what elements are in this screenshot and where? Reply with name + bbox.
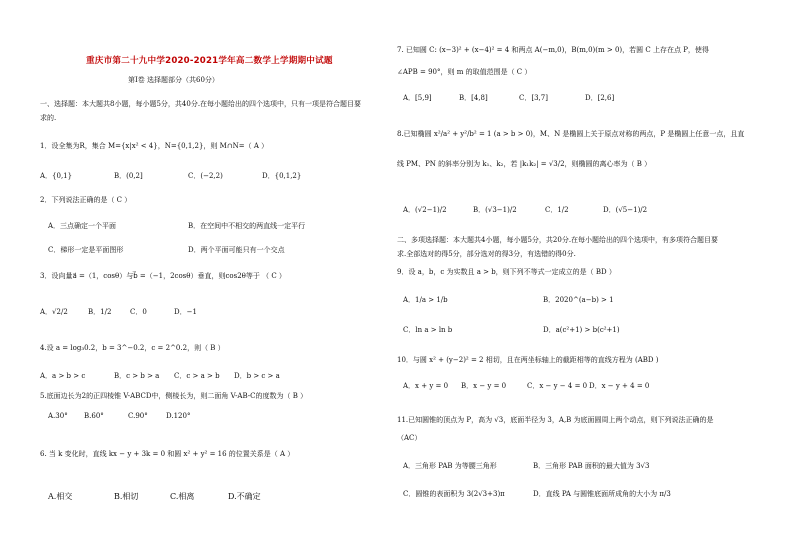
section1-header-cont: 求的. bbox=[40, 114, 57, 122]
q1-option-b: B．(0,2] bbox=[114, 172, 143, 180]
q2-option-a: A．三点确定一个平面 bbox=[48, 222, 117, 230]
q6-stem: 6. 当 k 变化时，直线 kx − y + 3k = 0 和圆 x² + y² = 16 的位置关系是（ A ） bbox=[40, 450, 295, 458]
q11-option-b: B．三角形 PAB 面积的最大值为 3√3 bbox=[533, 462, 650, 470]
q10-stem: 10．与圆 x² + (y−2)² = 2 相切，且在两坐标轴上的截距相等的直线方程为 (ABD ) bbox=[397, 356, 659, 364]
q7-option-b: B．[4,8] bbox=[459, 94, 488, 102]
q3-option-c: C．0 bbox=[130, 308, 147, 316]
q8-option-b: B．(√3−1)/2 bbox=[473, 206, 517, 214]
q3-stem: 3．设向量a⃗ =（1，cosθ）与b⃗ =（−1，2cosθ）垂直，则cos2θ等于 （ C ） bbox=[40, 272, 286, 280]
q4-option-c: C．c > a > b bbox=[174, 372, 220, 380]
section2-header-cont: 求.全部选对的得5分，部分选对的得3分，有选错的得0分. bbox=[397, 250, 576, 258]
q2-option-c: C．梯形一定是平面图形 bbox=[48, 246, 124, 254]
q3-option-a: A．√2/2 bbox=[40, 308, 68, 316]
q3-option-d: D．−1 bbox=[174, 308, 197, 316]
q9-option-a: A．1/a > 1/b bbox=[403, 296, 448, 304]
q1-option-a: A．{0,1} bbox=[40, 172, 73, 180]
q6-option-a: A.相交 bbox=[48, 492, 73, 501]
q4-stem: 4.设 a = log₃0.2，b = 3^−0.2，c = 2^0.2，则（ B ） bbox=[40, 344, 225, 352]
q6-option-b: B.相切 bbox=[114, 492, 139, 501]
q8-option-c: C．1/2 bbox=[545, 206, 569, 214]
q7-option-a: A．[5,9] bbox=[403, 94, 432, 102]
q7-option-c: C．[3,7] bbox=[519, 94, 548, 102]
q9-stem: 9．设 a，b，c 为实数且 a > b，则下列不等式一定成立的是（ BD ） bbox=[397, 268, 616, 276]
q8-stem: 8.已知椭圆 x²/a² + y²/b² = 1 (a > b > 0)，M、N 是椭圆上关于原点对称的两点，P 是椭圆上任意一点，且直 bbox=[397, 130, 745, 138]
q2-option-b: B．在空间中不相交的两直线一定平行 bbox=[188, 222, 306, 230]
q6-option-c: C.相离 bbox=[170, 492, 195, 501]
q9-option-b: B．2020^(a−b) > 1 bbox=[543, 296, 614, 304]
q6-option-d: D.不确定 bbox=[228, 492, 261, 501]
q10-option-b: B．x − y = 0 bbox=[461, 382, 507, 390]
q4-option-a: A．a > b > c bbox=[40, 372, 86, 380]
q11-stem: 11.已知圆锥的顶点为 P，高为 √3，底面半径为 3，A,B 为底面圆周上两个动点，则下列说法正确的是 bbox=[397, 416, 714, 424]
q7-stem-cont: ∠APB = 90°，则 m 的取值范围是（ C ） bbox=[397, 68, 532, 76]
q1-option-c: C．(−2,2) bbox=[188, 172, 223, 180]
q5-option-a: A.30° bbox=[48, 412, 68, 420]
q10-option-a: A．x + y = 0 bbox=[403, 382, 449, 390]
q5-stem: 5.底面边长为2的正四棱锥 V-ABCD中，侧棱长为，则二面角 V-AB-C的度数为（ B ） bbox=[40, 392, 308, 400]
q11-option-d: D．直线 PA 与圆锥底面所成角的大小为 π/3 bbox=[533, 490, 671, 498]
q1-option-d: D．{0,1,2} bbox=[262, 172, 302, 180]
section2-header: 二、多项选择题：本大题共4小题，每小题5分，共20分.在每小题给出的四个选项中，有多项符合题目要 bbox=[397, 236, 719, 244]
q8-option-a: A．(√2−1)/2 bbox=[403, 206, 447, 214]
q7-stem: 7. 已知圆 C: (x−3)² + (x−4)² = 4 和两点 A(−m,0)，B(m,0)(m > 0)，若圆 C 上存在点 P，使得 bbox=[397, 46, 709, 54]
section-subtitle: 第Ⅰ卷 选择题部分（共60分） bbox=[128, 76, 219, 84]
right-column bbox=[397, 0, 794, 549]
q3-option-b: B．1/2 bbox=[88, 308, 112, 316]
q11-option-a: A．三角形 PAB 为等腰三角形 bbox=[403, 462, 497, 470]
q11-stem-cont: （AC） bbox=[397, 434, 422, 442]
q10-option-c: C．x − y − 4 = 0 bbox=[527, 382, 588, 390]
q4-option-b: B．c > b > a bbox=[114, 372, 160, 380]
q4-option-d: D．b > c > a bbox=[234, 372, 280, 380]
q7-option-d: D．[2,6] bbox=[585, 94, 615, 102]
q2-stem: 2．下列说法正确的是（ C ） bbox=[40, 196, 132, 204]
q1-stem: 1．设全集为R，集合 M={x|x² < 4}，N={0,1,2}，则 M∩N=（ A ） bbox=[40, 142, 269, 150]
page-title: 重庆市第二十九中学2020-2021学年高二数学上学期期中试题 bbox=[86, 56, 333, 66]
q9-option-c: C．ln a > ln b bbox=[403, 326, 453, 334]
q2-option-d: D．两个平面可能只有一个交点 bbox=[188, 246, 285, 254]
q5-option-b: B.60° bbox=[84, 412, 104, 420]
section1-header: 一、选择题：本大题共8小题，每小题5分，共40分.在每小题给出的四个选项中，只有一项是符合题目要 bbox=[40, 100, 362, 108]
q8-stem-cont: 线 PM、PN 的斜率分别为 k₁、k₂，若 |k₁k₂| = √3/2，则椭圆的离心率为（ B ） bbox=[397, 160, 652, 168]
q5-option-c: C.90° bbox=[128, 412, 148, 420]
q5-option-d: D.120° bbox=[166, 412, 191, 420]
q8-option-d: D．(√5−1)/2 bbox=[603, 206, 648, 214]
q10-option-d: D．x − y + 4 = 0 bbox=[589, 382, 650, 390]
q9-option-d: D．a(c²+1) > b(c²+1) bbox=[543, 326, 620, 334]
q11-option-c: C．圆锥的表面积为 3(2√3+3)π bbox=[403, 490, 505, 498]
